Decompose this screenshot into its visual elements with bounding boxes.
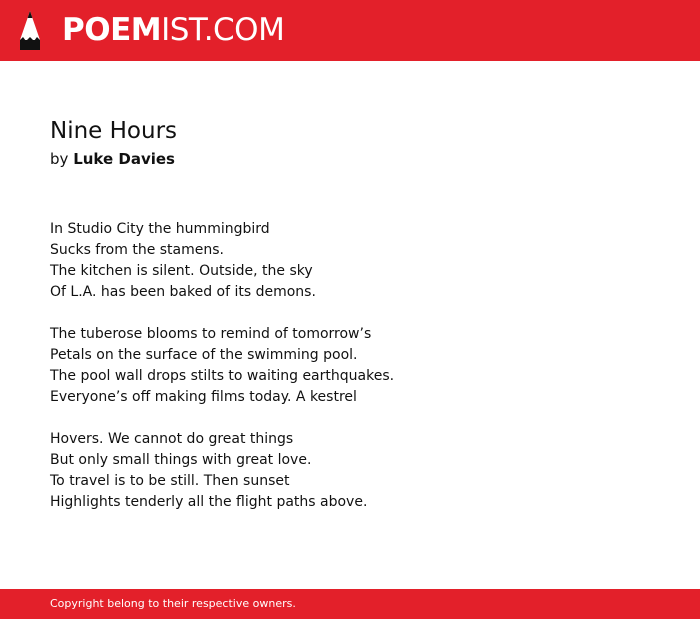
poem-line: The tuberose blooms to remind of tomorrow’s: [50, 326, 372, 342]
copyright-notice: Copyright belong to their respective owners.: [50, 597, 296, 610]
brand-bold: POEM: [62, 12, 162, 48]
stanza: [50, 429, 650, 513]
poem-line: Everyone’s off making films today. A kestrel: [50, 389, 357, 405]
stanza: [50, 219, 650, 303]
pencil-tip-icon[interactable]: [18, 10, 42, 51]
by-label: by: [50, 150, 69, 168]
poem-line: To travel is to be still. Then sunset: [50, 473, 290, 489]
stanza: [50, 324, 650, 408]
byline: [50, 149, 175, 169]
site-logo-text[interactable]: [62, 12, 284, 48]
poem-line: Petals on the surface of the swimming pool.: [50, 347, 358, 363]
poem-body: [50, 219, 650, 534]
poem-line: In Studio City the hummingbird: [50, 221, 270, 237]
site-footer: [0, 589, 700, 619]
poem-title: Nine Hours: [50, 118, 178, 144]
poem-line: Highlights tenderly all the flight paths above.: [50, 494, 368, 510]
poem-line: Hovers. We cannot do great things: [50, 431, 294, 447]
site-header: [0, 0, 700, 61]
brand-light: IST.COM: [161, 12, 285, 48]
poem-line: Of L.A. has been baked of its demons.: [50, 284, 316, 300]
author-name: Luke Davies: [73, 150, 175, 168]
poem-line: Sucks from the stamens.: [50, 242, 224, 258]
poem-line: But only small things with great love.: [50, 452, 312, 468]
poem-line: The pool wall drops stilts to waiting earthquakes.: [50, 368, 395, 384]
poem-line: The kitchen is silent. Outside, the sky: [50, 263, 313, 279]
